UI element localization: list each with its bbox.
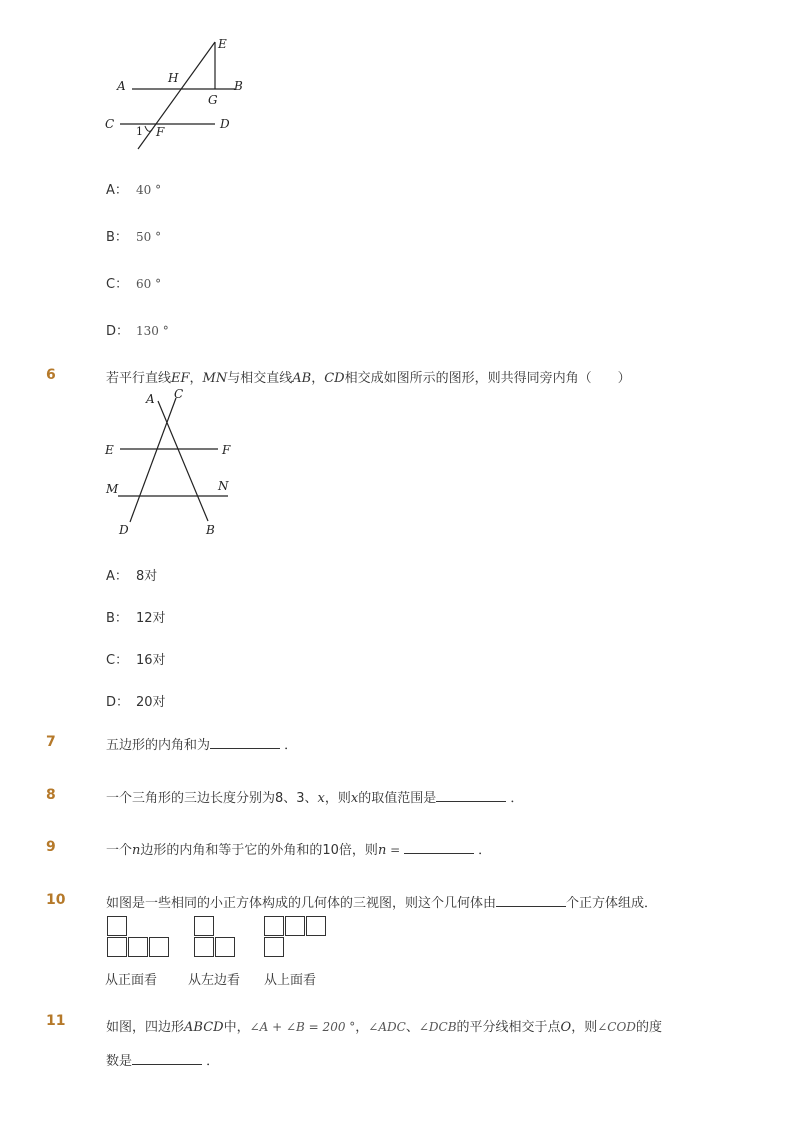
q8-text: 一个三角形的三边长度分别为8、3、x，则x的取值范围是 ． (106, 791, 524, 806)
left-view-label: 从左边看 (188, 973, 241, 988)
label-a: A (146, 392, 155, 406)
answer-blank[interactable] (404, 841, 474, 854)
label-b: B (206, 523, 215, 537)
question-number: 8 (46, 787, 56, 803)
line-ef (138, 42, 215, 149)
cube (107, 916, 127, 936)
label-a: A (117, 79, 126, 93)
option-label: C： (106, 277, 129, 292)
q11-text: 如图，四边形ABCD中，∠A + ∠B = 200 °，∠ADC、∠DCB的平分线相交于点O，则∠COD的度 (106, 1020, 662, 1035)
cube (215, 937, 235, 957)
left-view (194, 916, 244, 960)
option-value: 12对 (136, 611, 166, 626)
q6-option-a[interactable] (106, 565, 157, 584)
option-value: 60 ° (136, 277, 162, 291)
cube (264, 916, 284, 936)
line-ab (158, 401, 208, 521)
q5-figure (100, 34, 250, 154)
cube (285, 916, 305, 936)
label-d: D (220, 117, 230, 131)
option-label: C： (106, 653, 129, 668)
question-number: 7 (46, 734, 56, 750)
front-view (107, 916, 177, 960)
top-view (264, 916, 334, 960)
question-number: 10 (46, 892, 66, 908)
option-value: 50 ° (136, 230, 162, 244)
option-label: B： (106, 611, 128, 626)
angle-arc (145, 126, 152, 131)
label-f: F (222, 443, 231, 457)
label-c: C (174, 387, 184, 401)
answer-blank[interactable] (210, 736, 280, 749)
option-value: 130 ° (136, 324, 169, 338)
q6-option-b[interactable] (106, 607, 166, 626)
label-f: F (156, 125, 165, 139)
label-d: D (119, 523, 129, 537)
q6-figure (100, 386, 250, 541)
q6-text: 若平行直线EF，MN与相交直线AB，CD相交成如图所示的图形，则共得同旁内角（ ） (106, 371, 631, 386)
q5-option-b[interactable] (106, 226, 161, 245)
q6-option-c[interactable] (106, 649, 166, 668)
question-number: 6 (46, 367, 56, 383)
option-label: A： (106, 183, 128, 198)
label-m: M (106, 482, 119, 496)
q5-option-c[interactable] (106, 273, 161, 292)
q6-option-d[interactable] (106, 691, 166, 710)
option-label: D： (106, 324, 130, 339)
label-n: N (218, 479, 229, 493)
option-value: 20对 (136, 695, 166, 710)
label-e: E (218, 37, 227, 51)
label-e: E (105, 443, 114, 457)
q10-text: 如图是一些相同的小正方体构成的几何体的三视图，则这个几何体由 个正方体组成． (106, 896, 658, 911)
q5-option-d[interactable] (106, 320, 169, 339)
q9-text: 一个n边形的内角和等于它的外角和的10倍，则n = ． (106, 843, 492, 858)
option-label: D： (106, 695, 130, 710)
line-cd (130, 398, 176, 522)
answer-blank[interactable] (132, 1052, 202, 1065)
q11-text-line2: 数是 ． (106, 1054, 220, 1069)
answer-blank[interactable] (496, 894, 566, 907)
top-view-label: 从上面看 (264, 973, 317, 988)
question-number: 9 (46, 839, 56, 855)
cube (264, 937, 284, 957)
cube (107, 937, 127, 957)
answer-blank[interactable] (436, 789, 506, 802)
label-b: B (234, 79, 243, 93)
cube (149, 937, 169, 957)
q7-text: 五边形的内角和为 ． (106, 738, 298, 753)
option-label: A： (106, 569, 128, 584)
cube (128, 937, 148, 957)
label-g: G (208, 93, 218, 107)
cube (194, 916, 214, 936)
label-c: C (105, 117, 115, 131)
option-label: B： (106, 230, 128, 245)
q5-option-a[interactable] (106, 179, 161, 198)
label-angle1: 1 (136, 125, 143, 138)
option-value: 16对 (136, 653, 166, 668)
cube (194, 937, 214, 957)
option-value: 8对 (136, 569, 158, 584)
question-number: 11 (46, 1013, 66, 1029)
cube (306, 916, 326, 936)
option-value: 40 ° (136, 183, 162, 197)
label-h: H (168, 71, 179, 85)
front-view-label: 从正面看 (105, 973, 158, 988)
